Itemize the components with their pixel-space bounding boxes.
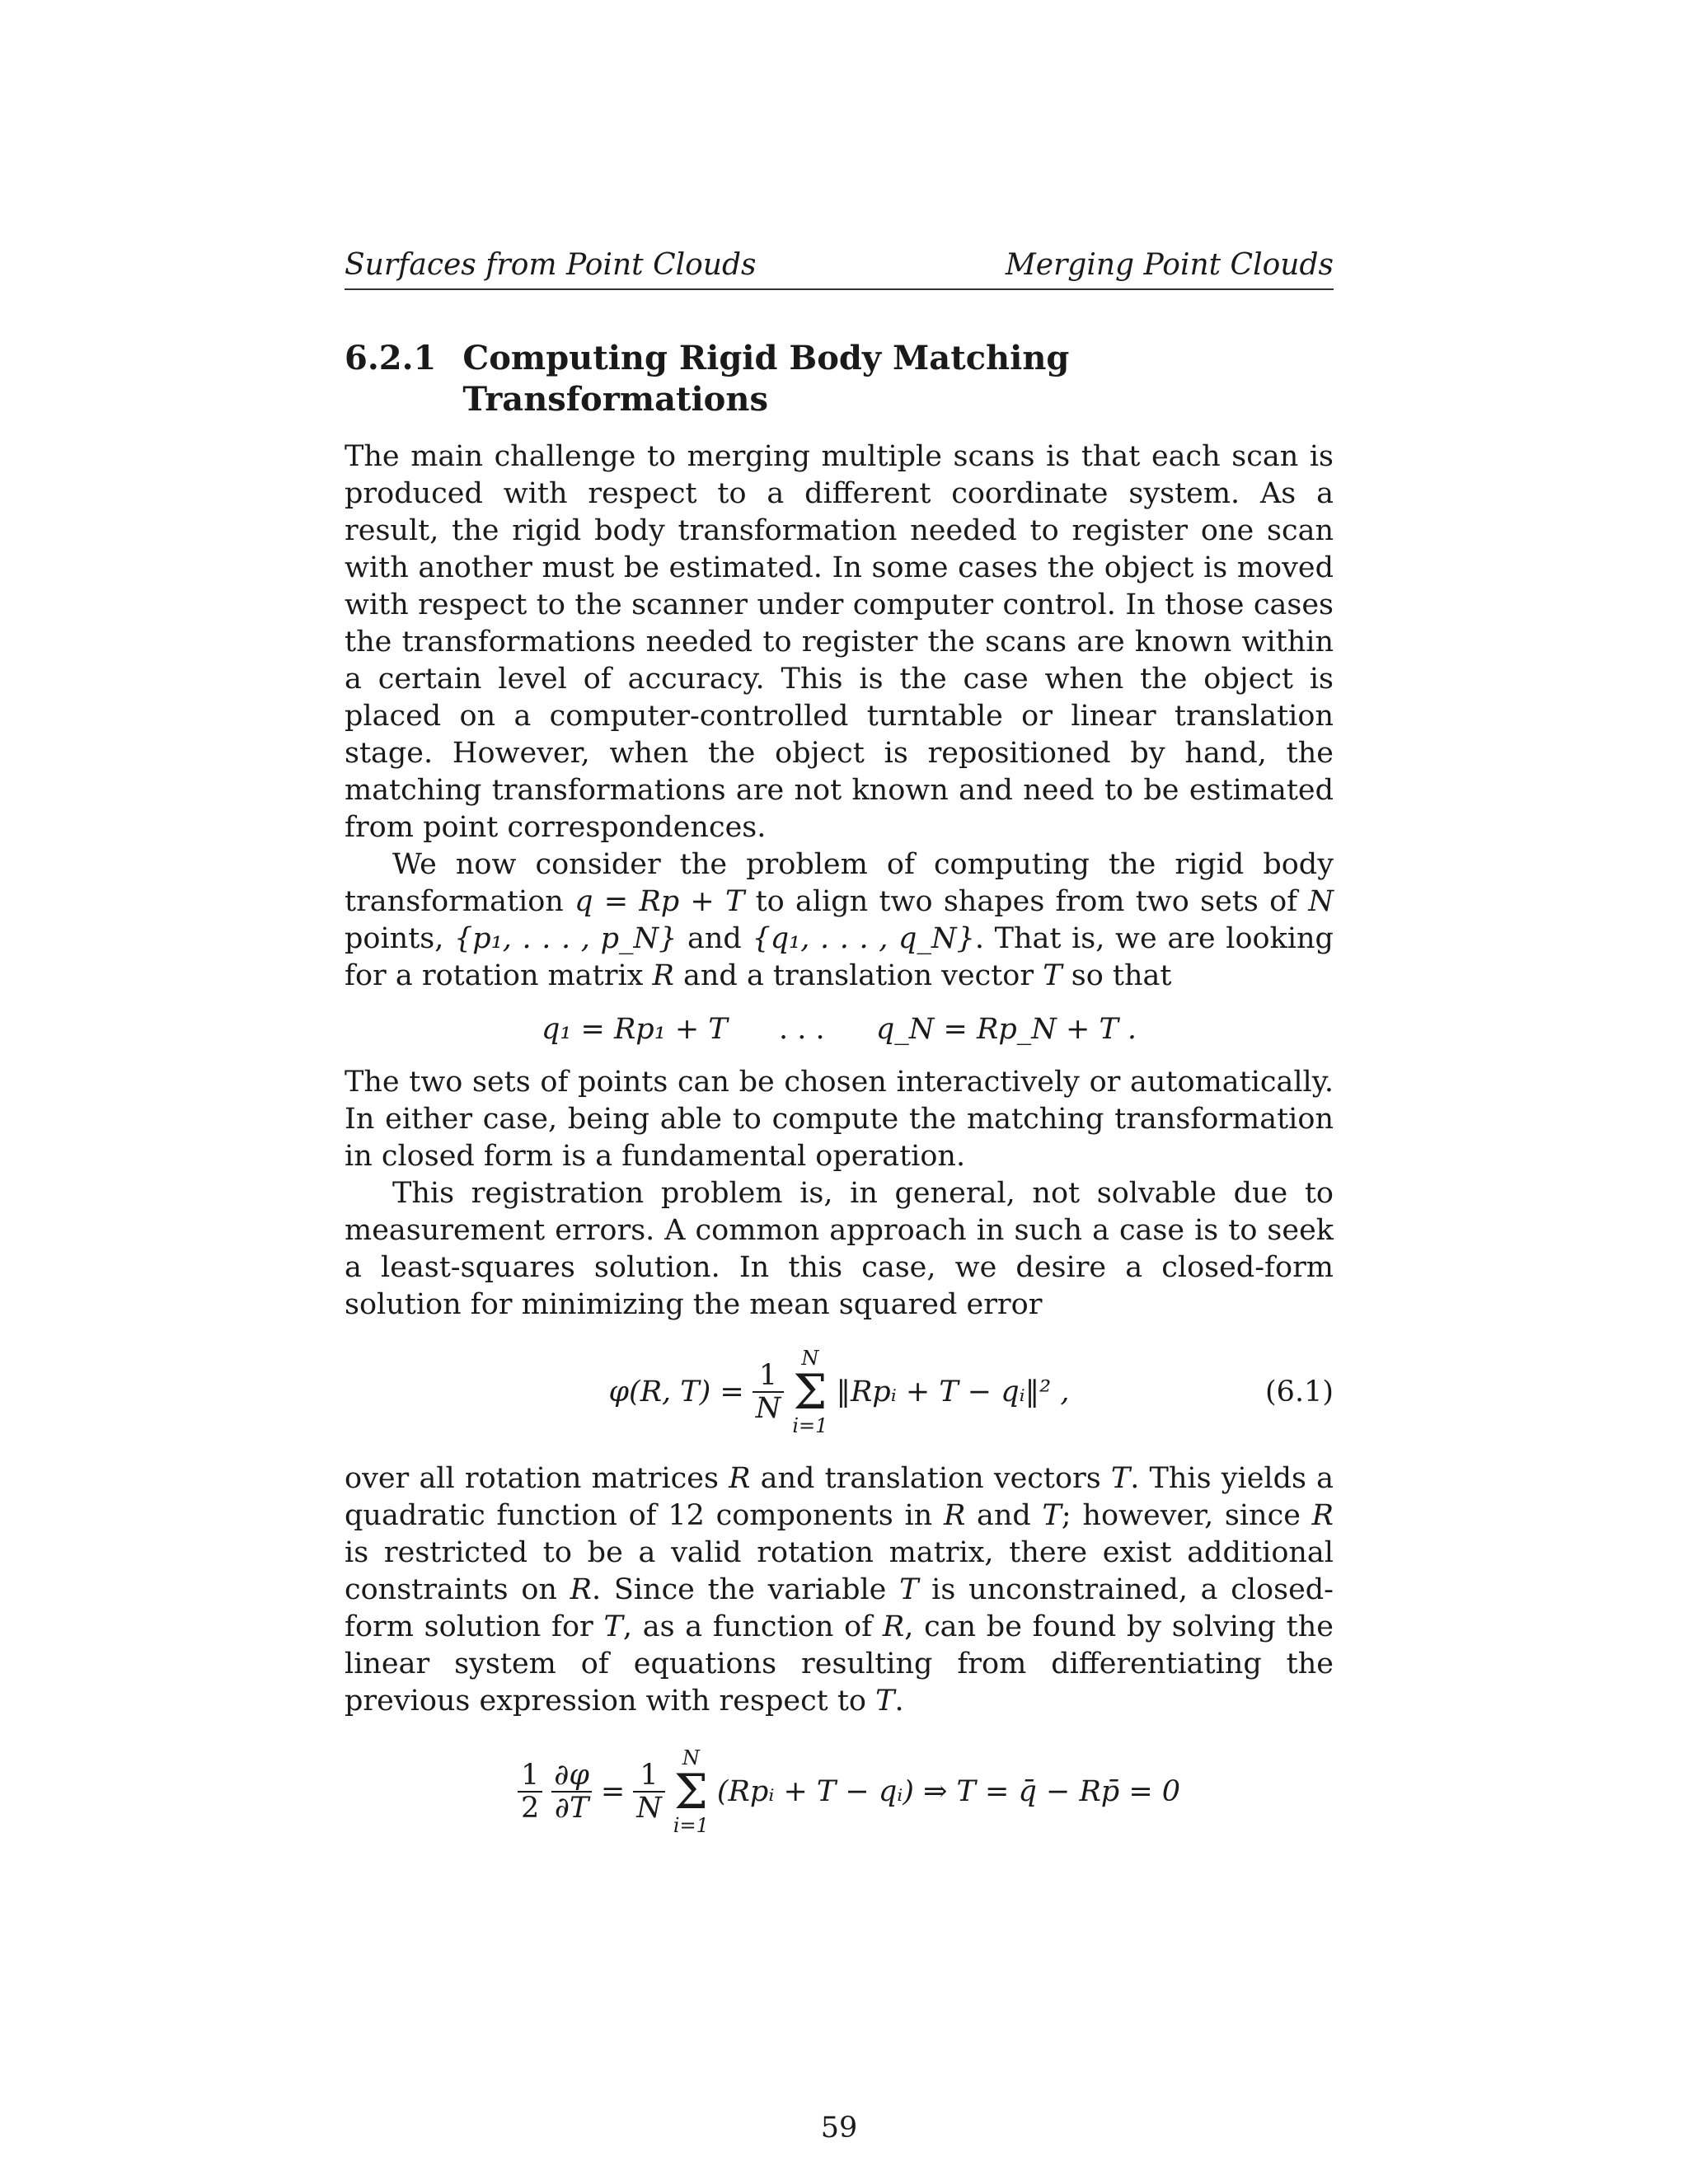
text-run: , can be found by solving the linear system of equations resulting from differentiating the previous expression with respect to — [345, 1610, 1334, 1718]
inline-math: R — [882, 1610, 905, 1643]
text-run: . This yields a quadratic function of 12 components in — [345, 1462, 1334, 1532]
fraction-numerator: 1 — [521, 1758, 540, 1792]
equation-part: q_N = Rp_N + T . — [875, 1013, 1137, 1046]
fraction-numerator: 1 — [640, 1758, 659, 1792]
inline-math: {q₁, . . . , q_N} — [752, 922, 975, 955]
equals-sign: = — [600, 1775, 626, 1808]
fraction-denominator: N — [753, 1391, 785, 1425]
equation-derivative — [345, 1748, 1334, 1835]
text-run: and a translation vector — [673, 959, 1043, 992]
paragraph-5 — [345, 1460, 1334, 1720]
summation — [673, 1748, 709, 1835]
paragraph-1: The main challenge to merging multiple scans is that each scan is produced with respect to a different coordinate system. As a result, the rigid body transformation needed to register one scan with another must be estimated. In some cases the object is moved with respect to the scanner under computer control. In those cases the transformations needed to register the scans are known within a certain level of accuracy. This is the case when the object is placed on a computer-controlled turntable or linear translation stage. However, when the object is repositioned by hand, the matching transformations are not known and need to be estimated from point correspondences. — [345, 440, 1334, 844]
text-run: is restricted to be a valid rotation matrix, there exist additional constraints on — [345, 1536, 1334, 1606]
text-run: and — [965, 1499, 1043, 1532]
equation-body: (Rpᵢ + T − qᵢ) ⇒ T = q̄ − Rp̄ = 0 — [716, 1775, 1181, 1808]
fraction-denominator: 2 — [518, 1791, 542, 1825]
partial-fraction — [551, 1760, 593, 1825]
running-header — [345, 247, 1334, 290]
inline-math: T — [1110, 1462, 1131, 1495]
inline-math: q = Rp + T — [574, 885, 745, 918]
fraction — [633, 1760, 665, 1825]
equation-body: ‖Rpᵢ + T − qᵢ‖² , — [836, 1376, 1070, 1408]
section-title: Computing Rigid Body Matching Transformations — [462, 339, 1070, 419]
inline-math: T — [899, 1573, 919, 1606]
sum-upper-limit: N — [682, 1746, 700, 1769]
paragraph-2 — [345, 846, 1334, 995]
sigma-symbol: Σ — [673, 1764, 708, 1820]
inline-math: R — [1311, 1499, 1334, 1532]
inline-math: T — [603, 1610, 623, 1643]
text-run: ; however, since — [1061, 1499, 1312, 1532]
header-right: Merging Point Clouds — [1005, 248, 1334, 282]
page — [345, 247, 1334, 2144]
body-text — [345, 438, 1334, 1835]
sum-upper-limit: N — [801, 1347, 819, 1370]
fraction-denominator: ∂T — [551, 1791, 592, 1825]
paragraph-4: This registration problem is, in general, not solvable due to measurement errors. A common approach in such a case is to seek a least-squares solution. In this case, we desire a closed-form solution for minimizing the mean squared error — [345, 1177, 1334, 1321]
text-run: . Since the variable — [592, 1573, 900, 1606]
header-left: Surfaces from Point Clouds — [345, 248, 757, 282]
text-run: , as a function of — [622, 1610, 883, 1643]
inline-math: R — [943, 1499, 966, 1532]
section-heading — [345, 338, 1334, 420]
equation-part: q₁ = Rp₁ + T — [541, 1013, 728, 1046]
equation-dots: . . . — [778, 1013, 825, 1046]
inline-math: T — [875, 1685, 895, 1718]
half-fraction — [518, 1760, 542, 1825]
inline-math: R — [570, 1573, 593, 1606]
sum-lower-limit: i=1 — [673, 1814, 709, 1837]
text-run: and — [677, 922, 753, 955]
inline-math: R — [652, 959, 674, 992]
equation-alignment — [345, 1013, 1334, 1046]
inline-math: T — [1043, 959, 1062, 992]
text-run: points, — [345, 922, 455, 955]
inline-math: T — [1042, 1499, 1062, 1532]
text-run: is unconstrained, a closed-form solution for — [345, 1573, 1334, 1643]
text-run: and translation vectors — [750, 1462, 1111, 1495]
fraction — [753, 1360, 785, 1425]
text-run: over all rotation matrices — [345, 1462, 729, 1495]
inline-math: {p₁, . . . , p_N} — [454, 922, 678, 955]
paragraph-3: The two sets of points can be chosen interactively or automatically. In either case, being able to compute the matching transformation in closed form is a fundamental operation. — [345, 1066, 1334, 1173]
fraction-denominator: N — [633, 1791, 665, 1825]
equation-number: (6.1) — [1265, 1376, 1334, 1408]
equation-lhs: φ(R, T) = — [608, 1376, 744, 1408]
text-run: . — [894, 1685, 904, 1718]
sigma-symbol: Σ — [793, 1364, 828, 1420]
equation-6-1 — [345, 1348, 1334, 1436]
page-number: 59 — [820, 2111, 858, 2144]
fraction-numerator: ∂φ — [554, 1758, 589, 1792]
text-run: . That is, we are looking for a rotation matrix — [345, 922, 1334, 992]
text-run: to align two shapes from two sets of — [744, 885, 1309, 918]
sum-lower-limit: i=1 — [792, 1414, 828, 1437]
inline-math: R — [729, 1462, 751, 1495]
summation — [792, 1348, 828, 1436]
fraction-numerator: 1 — [758, 1358, 778, 1392]
text-run: We now consider the problem of computing the rigid body transformation — [345, 848, 1334, 918]
section-number: 6.2.1 — [345, 339, 437, 377]
text-run: so that — [1062, 959, 1172, 992]
inline-math: N — [1308, 885, 1334, 918]
